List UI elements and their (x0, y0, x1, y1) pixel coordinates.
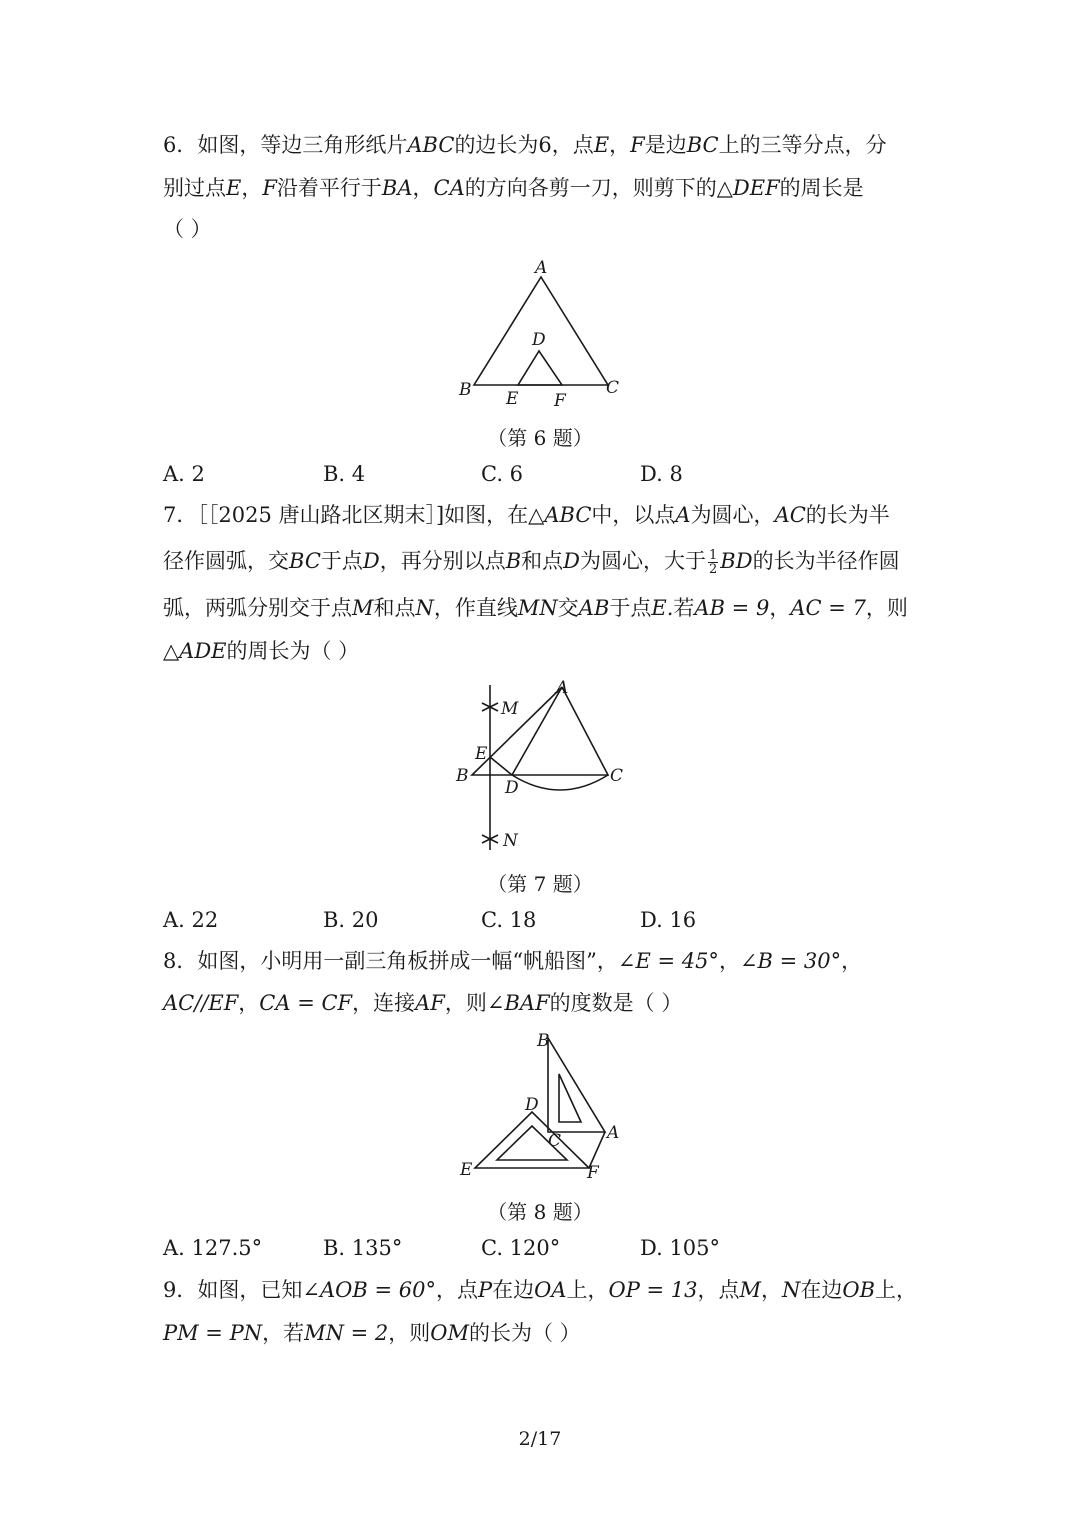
q9-line-2: PM = PN，若MN = 2，则OM的长为（ ） (163, 1321, 581, 1345)
q7-label-n: N (503, 831, 518, 851)
q7-option-d[interactable]: D. 16 (640, 908, 697, 932)
q8-label-b: B (537, 1031, 550, 1051)
q8-line-1: 8．如图，小明用一副三角板拼成一幅“帆船图”，∠E = 45°，∠B = 30°， (163, 949, 863, 973)
q7-segment-ed (490, 757, 512, 775)
q8-line-2: AC//EF，CA = CF，连接AF，则∠BAF的度数是（ ） (163, 991, 683, 1015)
q8-label-e: E (460, 1160, 473, 1180)
q6-line-1: 6．如图，等边三角形纸片ABC的边长为6，点E，F是边BC上的三等分点，分 (163, 133, 887, 157)
q6-caption: （第 6 题） (487, 426, 593, 450)
q6-label-e: E (506, 389, 519, 409)
q8-option-b[interactable]: B. 135° (323, 1236, 403, 1260)
q6-line-3: （ ） (163, 217, 212, 241)
q8-label-f: F (587, 1163, 599, 1183)
q7-label-m: M (501, 699, 519, 719)
q7-segment-ad (512, 687, 562, 775)
q8-figure (455, 1028, 635, 1183)
q7-line-2: 径作圆弧，交BC于点D，再分别以点B和点D为圆心，大于 $\frac{1}{2}$ BD的长为半径作圆 (163, 548, 900, 577)
q6-option-c[interactable]: C. 6 (481, 462, 524, 486)
q7-option-a[interactable]: A. 22 (163, 908, 219, 932)
q8-label-d: D (525, 1095, 539, 1115)
q6-option-d[interactable]: D. 8 (640, 462, 683, 486)
page-number: 2/17 (518, 1428, 562, 1450)
q6-option-b[interactable]: B. 4 (323, 462, 366, 486)
q7-label-c: C (610, 766, 624, 786)
q6-label-f: F (554, 391, 566, 411)
q8-label-a: A (607, 1123, 620, 1143)
q8-label-c: C (548, 1131, 562, 1151)
q6-figure (450, 255, 630, 415)
q7-label-d: D (505, 778, 519, 798)
q7-label-a: A (556, 678, 569, 698)
q8-option-d[interactable]: D. 105° (640, 1236, 721, 1260)
q7-caption: （第 7 题） (487, 872, 593, 896)
q7-triangle-abc (472, 687, 608, 775)
q7-fraction: $\frac{1}{2}$ (709, 548, 718, 577)
q8-triangle-30deg-outer (548, 1038, 605, 1132)
q8-option-a[interactable]: A. 127.5° (163, 1236, 263, 1260)
q7-figure (450, 675, 640, 855)
q7-line-1: 7．［［2025 唐山路北区期末］]如图，在△ABC中，以点A为圆心，AC的长为半 (163, 503, 890, 527)
q8-triangle-30deg-inner (559, 1074, 581, 1122)
q6-label-a: A (535, 258, 548, 278)
q7-label-b: B (456, 766, 469, 786)
q7-line-4: △ADE的周长为（ ） (163, 639, 360, 663)
q7-option-c[interactable]: C. 18 (481, 908, 537, 932)
q6-option-a[interactable]: A. 2 (163, 462, 205, 486)
q6-label-d: D (532, 330, 546, 350)
q7-label-e: E (475, 744, 488, 764)
q6-line-2: 别过点E，F沿着平行于BA，CA的方向各剪一刀，则剪下的△DEF的周长是 (163, 176, 864, 200)
q8-caption: （第 8 题） (487, 1200, 593, 1224)
q6-label-b: B (459, 380, 472, 400)
q7-line-3: 弧，两弧分别交于点M和点N，作直线MN交AB于点E.若AB = 9，AC = 7，则 (163, 596, 908, 620)
q8-option-c[interactable]: C. 120° (481, 1236, 561, 1260)
q6-label-c: C (606, 378, 620, 398)
q7-arc-cd (512, 775, 608, 790)
q9-line-1: 9．如图，已知∠AOB = 60°，点P在边OA上，OP = 13，点M，N在边OB上， (163, 1278, 918, 1302)
q7-option-b[interactable]: B. 20 (323, 908, 379, 932)
q6-triangle-def (518, 351, 562, 385)
